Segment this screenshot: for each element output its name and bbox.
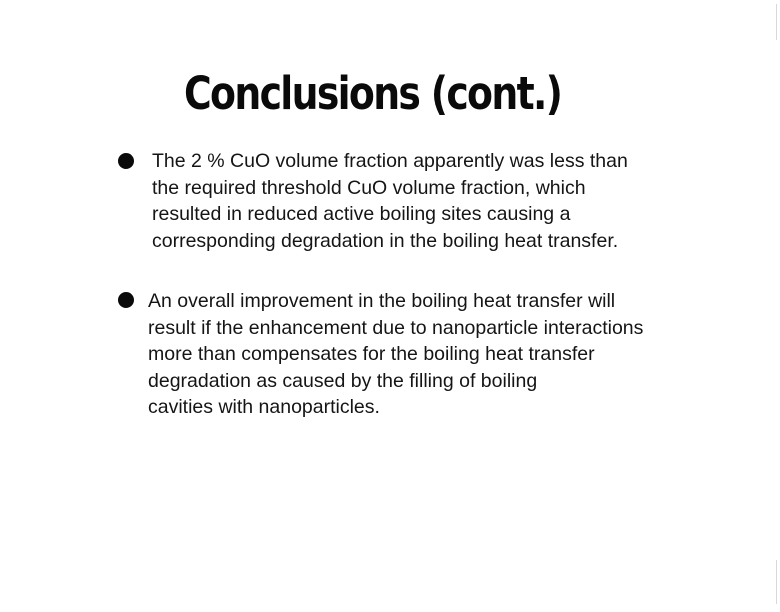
bullet-text-2 (148, 288, 643, 421)
bullet-line: The 2 % CuO volume fraction apparently was less than (152, 150, 628, 172)
bullet-dot-icon (118, 153, 134, 169)
bullet-line: cavities with nanoparticles. (148, 396, 380, 418)
bullet-line: degradation as caused by the filling of boiling (148, 369, 538, 392)
bullet-text-1 (152, 148, 628, 254)
bullet-dot-icon (118, 292, 134, 308)
scan-edge-mark (776, 4, 777, 40)
bullet-line: resulted in reduced active boiling sites causing a (152, 203, 571, 225)
scan-edge-mark (776, 560, 777, 604)
slide-title: Conclusions (cont.) (184, 67, 562, 120)
bullet-line: An overall improvement in the boiling heat transfer will (148, 290, 616, 312)
bullet-line: the required threshold CuO volume fraction, which (152, 176, 586, 199)
bullet-line: more than compensates for the boiling heat transfer (148, 343, 595, 365)
bullet-line: result if the enhancement due to nanoparticle interactions (148, 316, 644, 339)
bullet-line: corresponding degradation in the boiling heat transfer. (152, 229, 619, 252)
